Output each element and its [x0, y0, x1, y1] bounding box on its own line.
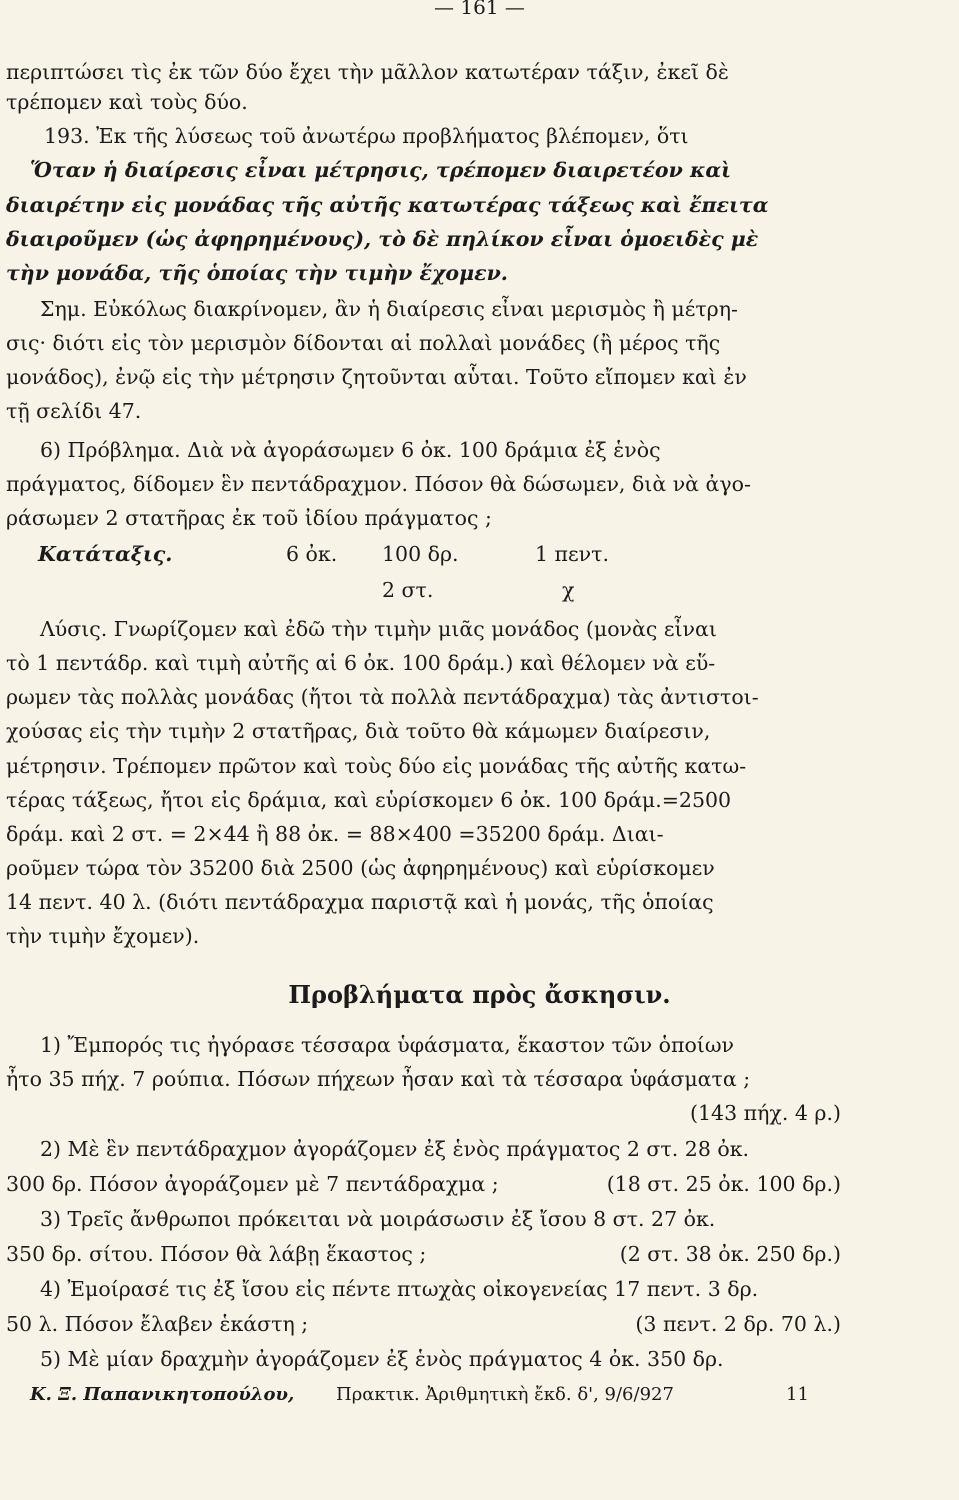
exercise-3-answer: (2 στ. 38 ὀκ. 250 δρ.) — [619, 1242, 841, 1266]
arrangement-pent: 1 πεντ. — [535, 542, 609, 566]
rule-line-2: διαιρέτην εἰς μονάδας τῆς αὐτῆς κατωτέρας τάξεως καὶ ἔπειτα — [6, 193, 769, 217]
footer-signature: 11 — [786, 1384, 809, 1405]
exercise-5-line-1: 5) Μὲ μίαν δραχμὴν ἀγοράζομεν ἐξ ἑνὸς πράγματος 4 ὀκ. 350 δρ. — [40, 1347, 724, 1371]
rule-line-1: Ὅταν ἡ διαίρεσις εἶναι μέτρησις, τρέπομεν διαιρετέον καὶ — [30, 158, 732, 182]
solution-line-5: μέτρησιν. Τρέπομεν πρῶτον καὶ τοὺς δύο εἰς μονάδας τῆς αὐτῆς κατω- — [6, 754, 747, 778]
exercise-4-answer: (3 πεντ. 2 δρ. 70 λ.) — [635, 1312, 841, 1336]
exercise-1-answer: (143 πήχ. 4 ρ.) — [690, 1101, 841, 1125]
exercise-4-line-1: 4) Ἐμοίρασέ τις ἐξ ἴσου εἰς πέντε πτωχὰς οἰκογενείας 17 πεντ. 3 δρ. — [40, 1277, 759, 1301]
note-line-4: τῇ σελίδι 47. — [6, 399, 142, 423]
exercise-4-line-2: 50 λ. Πόσον ἔλαβεν ἑκάστη ; — [6, 1312, 309, 1336]
exercises-heading: Προβλήματα πρὸς ἄσκησιν. — [288, 980, 671, 1009]
solution-line-3: ρωμεν τὰς πολλὰς μονάδας (ἤτοι τὰ πολλὰ πεντάδραχμα) τὰς ἀντιστοι- — [6, 685, 759, 709]
rule-line-3: διαιροῦμεν (ὡς ἀφηρημένους), τὸ δὲ πηλίκον εἶναι ὁμοειδὲς μὲ — [6, 227, 759, 251]
exercise-1-line-1: 1) Ἔμπορός τις ἠγόρασε τέσσαρα ὑφάσματα, ἕκαστον τῶν ὁποίων — [40, 1033, 734, 1057]
arrangement-stat: 2 στ. — [382, 578, 434, 602]
exercise-2-line-2: 300 δρ. Πόσον ἀγοράζομεν μὲ 7 πεντάδραχμα ; — [6, 1172, 499, 1196]
solution-line-8: ροῦμεν τώρα τὸν 35200 διὰ 2500 (ὡς ἀφηρημένους) καὶ εὑρίσκομεν — [6, 856, 715, 880]
footer-author: Κ. Ξ. Παπανικητοπούλου, — [30, 1384, 295, 1405]
note-line-3: μονάδος), ἐνῷ εἰς τὴν μέτρησιν ζητοῦνται αὗται. Τοῦτο εἴπομεν καὶ ἐν — [6, 365, 747, 389]
solution-line-2: τὸ 1 πεντάδρ. καὶ τιμὴ αὐτῆς αἱ 6 ὀκ. 100 δράμ.) καὶ θέλομεν νὰ εὕ- — [6, 651, 716, 675]
page-number: — 161 — — [434, 0, 525, 19]
note-line-1: Σημ. Εὐκόλως διακρίνομεν, ἂν ἡ διαίρεσις εἶναι μερισμὸς ἢ μέτρη- — [40, 297, 738, 321]
exercise-1-line-2: ἦτο 35 πήχ. 7 ρούπια. Πόσων πήχεων ἦσαν καὶ τὰ τέσσαρα ὑφάσματα ; — [6, 1067, 751, 1091]
footer-book: Πρακτικ. Ἀριθμητικὴ ἔκδ. δ', 9/6/927 — [336, 1384, 674, 1405]
solution-line-10: τὴν τιμὴν ἔχομεν). — [6, 924, 200, 948]
solution-line-9: 14 πεντ. 40 λ. (διότι πεντάδραχμα παριστᾷ καὶ ἡ μονάς, τῆς ὁποίας — [6, 890, 714, 914]
solution-line-7: δράμ. καὶ 2 στ. = 2×44 ἢ 88 ὀκ. = 88×400 =35200 δράμ. Διαι- — [6, 822, 664, 846]
problem-6-line-3: ράσωμεν 2 στατῆρας ἐκ τοῦ ἰδίου πράγματος ; — [6, 506, 492, 530]
problem-6-line-1: 6) Πρόβλημα. Διὰ νὰ ἀγοράσωμεν 6 ὀκ. 100 δράμια ἐξ ἑνὸς — [40, 438, 661, 462]
arrangement-row-2 — [0, 573, 959, 607]
paragraph-193: 193. Ἐκ τῆς λύσεως τοῦ ἀνωτέρω προβλήματος βλέπομεν, ὅτι — [44, 124, 689, 148]
arrangement-label: Κατάταξις. — [38, 542, 173, 566]
arrangement-unknown: χ — [562, 578, 575, 602]
exercise-3-line-2: 350 δρ. σίτου. Πόσον θὰ λάβῃ ἕκαστος ; — [6, 1242, 427, 1266]
note-line-2: σις· διότι εἰς τὸν μερισμὸν δίδονται αἱ πολλαὶ μονάδες (ἢ μέρος τῆς — [6, 331, 721, 355]
arrangement-row-1 — [0, 537, 959, 571]
solution-line-4: χούσας εἰς τὴν τιμὴν 2 στατῆρας, διὰ τοῦτο θὰ κάμωμεν διαίρεσιν, — [6, 719, 711, 743]
exercise-3-line-1: 3) Τρεῖς ἄνθρωποι πρόκειται νὰ μοιράσωσιν ἐξ ἴσου 8 στ. 27 ὀκ. — [40, 1207, 716, 1231]
exercise-2-line-1: 2) Μὲ ἓν πεντάδραχμον ἀγοράζομεν ἐξ ἑνὸς πράγματος 2 στ. 28 ὀκ. — [40, 1137, 750, 1161]
solution-line-6: τέρας τάξεως, ἤτοι εἰς δράμια, καὶ εὑρίσκομεν 6 ὀκ. 100 δράμ.=2500 — [6, 788, 732, 812]
text-line-1: περιπτώσει τὶς ἐκ τῶν δύο ἔχει τὴν μᾶλλον κατωτέραν τάξιν, ἐκεῖ δὲ — [6, 60, 729, 84]
footer — [0, 1378, 959, 1412]
arrangement-okades: 6 ὀκ. — [286, 542, 338, 566]
text-line-2: τρέπομεν καὶ τοὺς δύο. — [6, 90, 248, 114]
problem-6-line-2: πράγματος, δίδομεν ἓν πεντάδραχμον. Πόσον θὰ δώσωμεν, διὰ νὰ ἀγο- — [6, 472, 751, 496]
exercise-2-answer: (18 στ. 25 ὀκ. 100 δρ.) — [606, 1172, 841, 1196]
solution-line-1: Λύσις. Γνωρίζομεν καὶ ἐδῶ τὴν τιμὴν μιᾶς μονάδος (μονὰς εἶναι — [40, 617, 717, 641]
rule-line-4: τὴν μονάδα, τῆς ὁποίας τὴν τιμὴν ἔχομεν. — [6, 261, 508, 285]
arrangement-drams: 100 δρ. — [382, 542, 459, 566]
